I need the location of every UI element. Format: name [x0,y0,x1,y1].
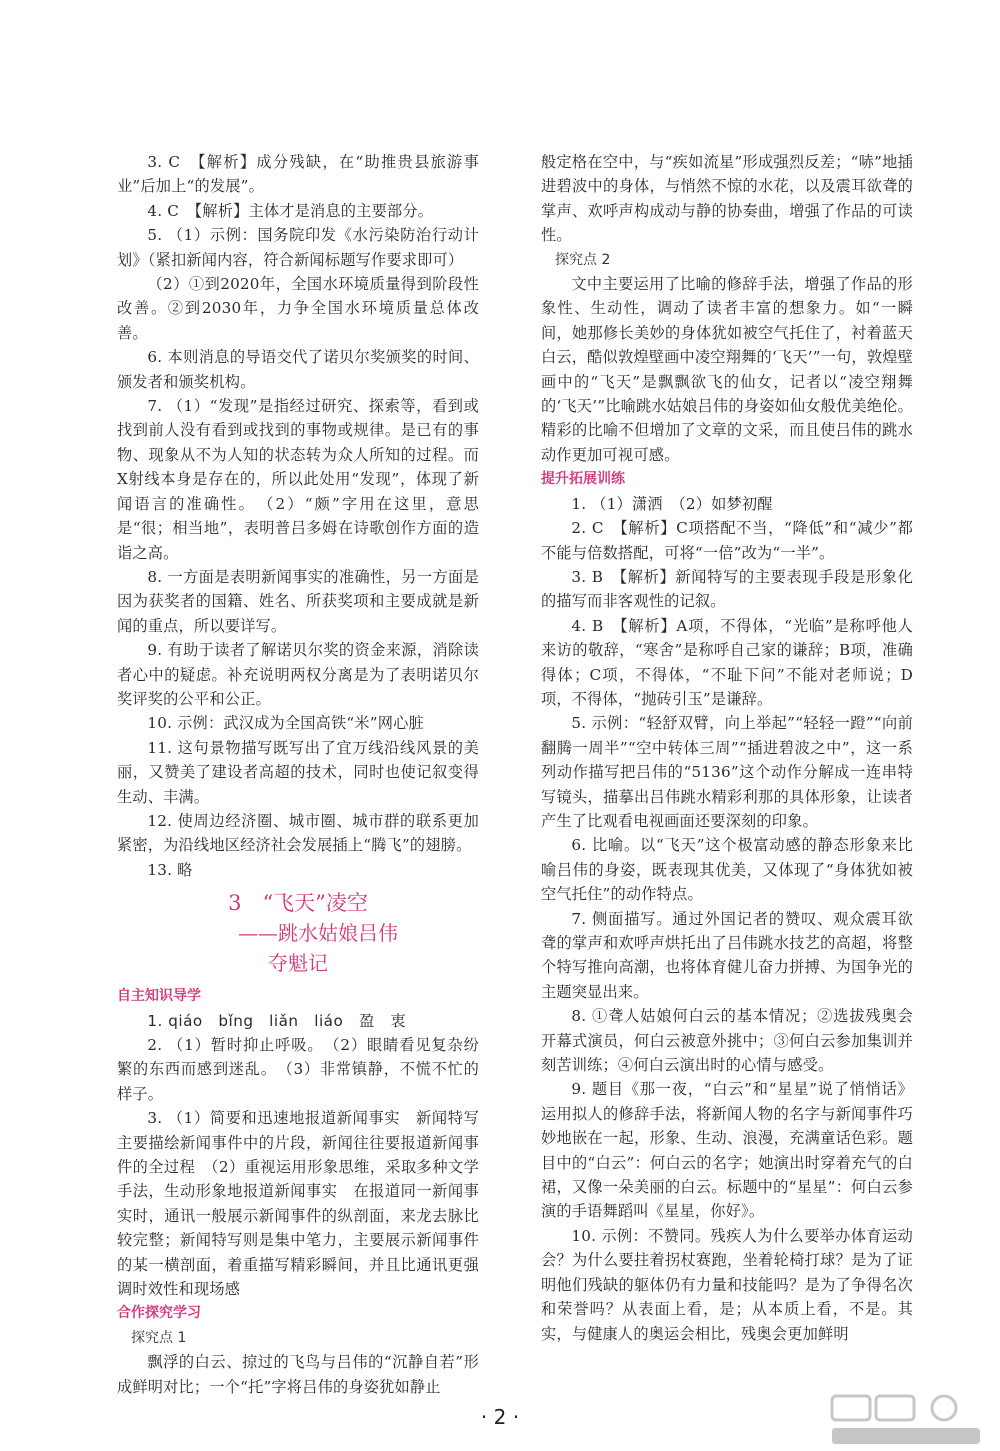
answer-5: 5. （1）示例：国务院印发《水污染防治行动计划》（紧扣新闻内容，符合新闻标题写作要求即可） [117,226,479,269]
answer-4: 4. C 【解析】主体才是消息的主要部分。 [147,201,434,220]
section1-item-2: 2. （1）暂时抑止呼吸。 （2）眼睛看见复杂纷繁的东西而感到迷乱。 （3）非常镇静，不慌不忙的样子。 [117,1036,479,1103]
answer-3: 3. C 【解析】成分残缺，在“助推贵县旅游事业”后加上“的发展”。 [117,153,479,196]
watermark-logo-icon [826,1392,986,1450]
extension-item-5: 5. 示例：“轻舒双臂，向上举起”“轻轻一蹬”“向前翻腾一周半”“空中转体三周”“插进碧波之中”，这一系列动作描写把吕伟的“5136”这个动作分解成一连串特写镜头，描摹出吕伟跳水精彩利那的具体形象，让读者产生了比观看电视画面还要深刻的印象。 [541,714,913,830]
extension-item-8: 8. ①聋人姑娘何白云的基本情况；②选拔残奥会开幕式演员，何白云被意外挑中；③何白云参加集训并刻苦训练；④何白云演出时的心情与感受。 [541,1007,913,1075]
section-heading-extension: 提升拓展训练 [541,471,625,488]
right-column [541,150,913,1346]
extension-item-7: 7. 侧面描写。通过外国记者的赞叹、观众震耳欲聋的掌声和欢呼声烘托出了吕伟跳水技艺的高超，将整个特写推向高潮，也将体育健儿奋力拼搏、为国争光的主题突显出来。 [541,909,913,1001]
chapter-title-line2: ——跳水姑娘吕伟 [238,921,398,946]
answer-9: 9. 有助于读者了解诺贝尔奖的资金来源，消除读者心中的疑虑。补充说明两权分离是为了表明诺贝尔奖评奖的公平和公正。 [117,641,479,708]
extension-item-1: 1. （1）潇洒 （2）如梦初醒 [571,494,773,513]
answer-5-2: （2）①到2020年，全国水环境质量得到阶段性改善。②到2030年，力争全国水环境质量总体改善。 [117,275,479,342]
explore-point-2-text: 文中主要运用了比喻的修辞手法，增强了作品的形象性、生动性，调动了读者丰富的想象力。如“一瞬间，她那修长美妙的身体犹如被空气托住了，衬着蓝天白云，酷似敦煌壁画中凌空翔舞的‘飞天’”一句，敦煌壁画中的“飞天”是飘飘欲飞的仙女，记者以“凌空翔舞的‘飞天’”比喻跳水姑娘吕伟的身姿如仙女般优美绝伦。精彩的比喻不但增加了文章的文采，而且使吕伟的跳水动作更加可视可感。 [541,275,913,464]
section1-item-3: 3. （1）简要和迅速地报道新闻事实 新闻特写主要描绘新闻事件中的片段，新闻往往要报道新闻事件的全过程 （2）重视运用形象思维，采取多种文学手法，生动形象地报道新闻事实 在报道同一新闻事实时，通讯一般展示新闻事件的纵剖面，来龙去脉比较完整；新闻特写则是集中笔力，主要展示新闻事件的某一横剖面，着重描写精彩瞬间，并且比通讯更强调时效性和现场感 [117,1109,479,1299]
answer-6: 6. 本则消息的导语交代了诺贝尔奖颁奖的时间、颁发者和颁奖机构。 [117,348,479,391]
answer-8: 8. 一方面是表明新闻事实的准确性，另一方面是因为获奖者的国籍、姓名、所获奖项和主要成就是新闻的重点，所以要详写。 [117,567,479,635]
answer-10: 10. 示例：武汉成为全国高铁“米”网心脏 [147,714,424,733]
answer-12: 12. 使周边经济圈、城市圈、城市群的联系更加紧密，为沿线地区经济社会发展插上“腾飞”的翅膀。 [117,811,479,855]
answer-7: 7. （1）“发现”是指经过研究、探索等，看到或找到前人没有看到或找到的事物或规律。是已有的事物、现象从不为人知的状态转为众人所知的过程。而X射线本身是存在的，所以此处用“发现”，体现了新闻语言的准确性。 （2）“颇”字用在这里，意思是“很；相当地”，表明普吕多姆在诗歌创作方面的造诣之高。 [117,397,479,562]
chapter-title-line3: 夺魁记 [268,951,328,976]
page-number: · 2 · [480,1405,520,1429]
explore-point-1: 探究点 1 [131,1329,187,1346]
chapter-title [117,888,479,978]
chapter-title-line1: 3 “飞天”凌空 [228,891,368,916]
answer-13: 13. 略 [147,860,193,879]
extension-item-4: 4. B 【解析】A项，不得体，“光临”是称呼他人来访的敬辞，“寒舍”是称呼自己家的谦辞；B项，准确得体；C项，不得体，“不耻下问”不能对老师说；D项，不得体，“抛砖引玉”是谦辞。 [541,616,913,708]
extension-item-3: 3. B 【解析】新闻特写的主要表现手段是形象化的描写而非客观性的记叙。 [541,567,913,611]
explore-point-2: 探究点 2 [555,251,611,268]
explore-point-1-continuation: 般定格在空中，与“疾如流星”形成强烈反差；“哧”地插进碧波中的身体，与悄然不惊的水花，以及震耳欲聋的掌声、欢呼声构成动与静的协奏曲，增强了作品的可读性。 [541,153,913,245]
extension-item-10: 10. 示例：不赞同。残疾人为什么要举办体育运动会？为什么要拄着拐杖赛跑，坐着轮椅打球？是为了证明他们残缺的躯体仍有力量和技能吗？是为了争得名次和荣誉吗？从表面上看，是；从本质上看，不是。其实，与健康人的奥运会相比，残奥会更加鲜明 [541,1226,913,1343]
explore-point-1-text: 飘浮的白云、掠过的飞鸟与吕伟的“沉静自若”形成鲜明对比；一个“托”字将吕伟的身姿犹如静止 [117,1353,479,1396]
section-heading-cooperative: 合作探究学习 [117,1305,201,1322]
extension-item-9: 9. 题目《那一夜，“白云”和“星星”说了悄悄话》运用拟人的修辞手法，将新闻人物的名字与新闻事件巧妙地嵌在一起，形象、生动、浪漫，充满童话色彩。题目中的“白云”：何白云的名字；她演出时穿着充气的白裙，又像一朵美丽的白云。标题中的“星星”：何白云参演的手语舞蹈叫《星星，你好》。 [541,1080,913,1221]
section1-item-1: 1. qiáo bǐng liǎn liáo 盈 衷 [147,1011,407,1030]
extension-item-2: 2. C 【解析】C项搭配不当，“降低”和“减少”都不能与倍数搭配，可将“一倍”改为“一半”。 [541,519,913,562]
extension-item-6: 6. 比喻。以“飞天”这个极富动感的静态形象来比喻吕伟的身姿，既表现其优美，又体现了“身体犹如被空气托住”的动作特点。 [541,836,913,904]
answer-11: 11. 这句景物描写既写出了宜万线沿线风景的美丽，又赞美了建设者高超的技术，同时也使记叙变得生动、丰满。 [117,738,479,806]
left-column [117,150,479,1399]
section-heading-self-study: 自主知识导学 [117,988,201,1005]
